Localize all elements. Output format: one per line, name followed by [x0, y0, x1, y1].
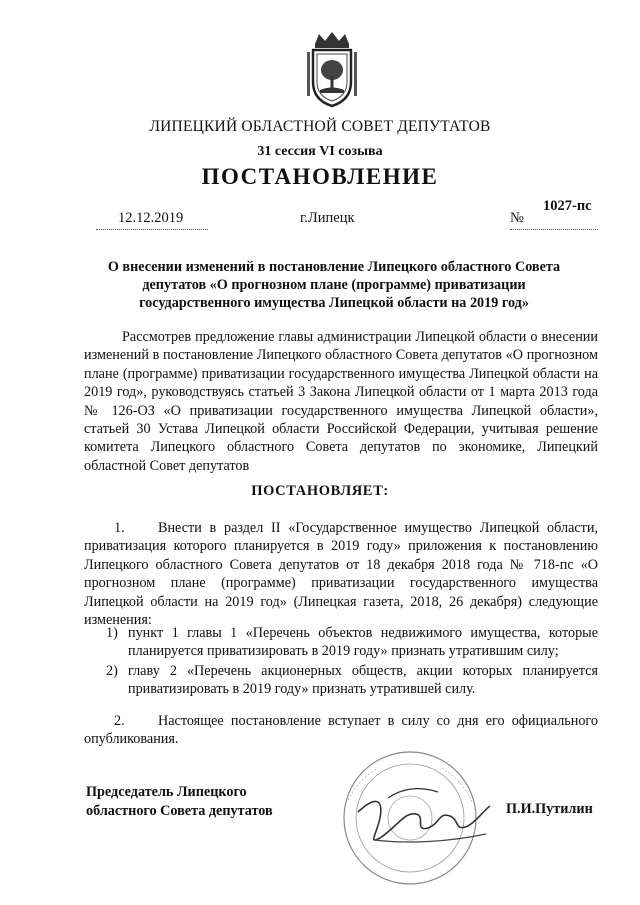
item-number: 2.	[114, 713, 125, 729]
signatory-title-line: Председатель Липецкого	[86, 784, 247, 800]
item-1	[84, 519, 598, 629]
handwritten-signature-icon	[358, 789, 490, 842]
document-type: ПОСТАНОВЛЕНИЕ	[201, 164, 439, 189]
signatory-title-line: областного Совета депутатов	[86, 803, 273, 819]
item-text: Внести в раздел II «Государственное имущество Липецкой области, приватизация которого планируется в 2019 году» приложения к постановлению Липецкого областного Совета депутатов от 18 декабря 2018 года № 718-пс «О прогнозном плане (программе) приватизации государственного имущества Липецкой области на 2019 год» (Липецкая газета, 2018, 26 декабря) следующие изменения:	[84, 520, 598, 629]
organization-name: ЛИПЕЦКИЙ ОБЛАСТНОЙ СОВЕТ ДЕПУТАТОВ	[149, 118, 491, 135]
document-subject: О внесении изменений в постановление Липецкого областного Совета депутатов «О прогнозном плане (программе) приватизации государственного имущества Липецкой области на 2019 год»	[107, 259, 561, 311]
preamble-paragraph: Рассмотрев предложение главы администрации Липецкой области о внесении изменений в постановление Липецкого областного Совета депутатов «О прогнозном плане (программе) приватизации государственного имущества Липецкой области на 2019 год», руководствуясь статьей 3 Закона Липецкой области от 1 марта 2013 года № 126-ОЗ «О приватизации государственного имущества Липецкой области», статьей 30 Устава Липецкой области Российской Федерации, учитывая решение комитета Липецкого областного Совета депутатов по экономике, Липецкий областной Совет депутатов	[84, 329, 598, 474]
date-underline	[96, 229, 208, 230]
seal-and-signature	[318, 740, 498, 890]
document-number: 1027-пс	[543, 198, 592, 214]
document-city: г.Липецк	[300, 210, 355, 226]
signatory-name: П.И.Путилин	[506, 801, 593, 817]
subitem-number: 2)	[106, 663, 118, 679]
item-number: 1.	[114, 520, 125, 536]
subitem-2	[106, 662, 598, 699]
subitem-text: главу 2 «Перечень акционерных обществ, акции которых планируется приватизировать в 2019 году» признать утратившей силу.	[128, 663, 598, 698]
document-date: 12.12.2019	[118, 210, 184, 226]
subitem-text: пункт 1 главы 1 «Перечень объектов недвижимого имущества, которые планируется приватизировать в 2019 году» признать утратившим силу;	[128, 625, 598, 660]
resolves-heading: ПОСТАНОВЛЯЕТ:	[251, 483, 389, 499]
number-sign: №	[510, 210, 524, 226]
coat-of-arms-icon	[303, 30, 361, 108]
signatory-title	[86, 783, 273, 821]
round-seal-icon	[344, 752, 476, 884]
item-text: Настоящее постановление вступает в силу со дня его официального опубликования.	[84, 713, 598, 748]
number-underline	[510, 229, 598, 230]
session-info: 31 сессия VI созыва	[257, 144, 383, 159]
subitem-number: 1)	[106, 625, 118, 641]
subitem-1	[106, 624, 598, 661]
